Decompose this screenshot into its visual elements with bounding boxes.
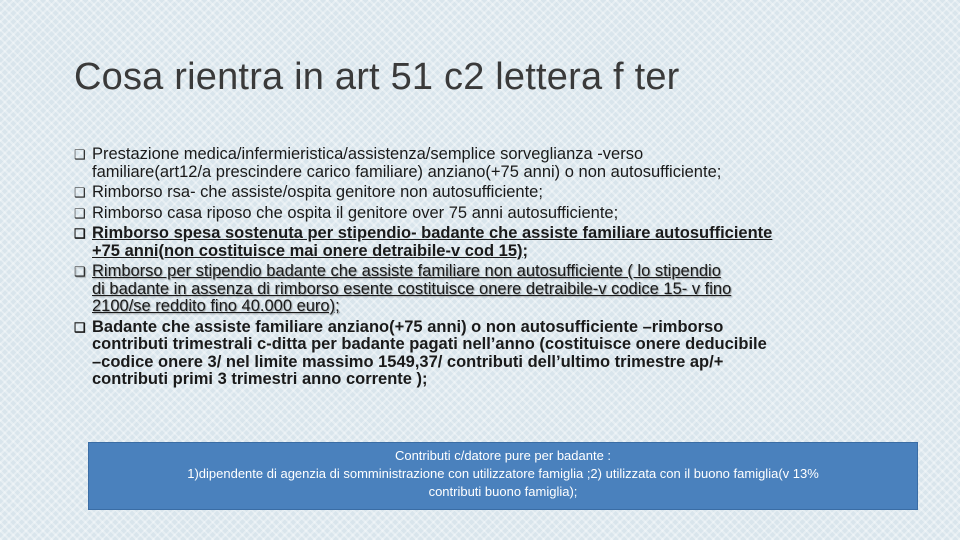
bullet-item-1 — [74, 146, 894, 181]
checkbox-bullet-icon: ❑ — [74, 319, 86, 335]
checkbox-bullet-icon: ❑ — [74, 226, 86, 241]
bullet-4-line-2: +75 anni(non costituisce mai onere detraibile-v cod 15); — [92, 241, 528, 260]
bullet-item-5 — [74, 263, 894, 316]
bullet-6-line-1: Badante che assiste familiare anziano(+75 anni) o non autosufficiente –rimborso — [92, 317, 724, 336]
bullet-item-6 — [74, 319, 894, 389]
bullet-5-line-2: di badante in assenza di rimborso esente costituisce onere detraibile-v codice 15- v fino — [92, 279, 732, 298]
bullet-5-line-3: 2100/se reddito fino 40.000 euro); — [92, 297, 340, 315]
bullet-3-line-1: Rimborso casa riposo che ospita il genitore over 75 anni autosufficiente; — [92, 203, 619, 222]
bullet-5-line-1: Rimborso per stipendio badante che assiste familiare non autosufficiente ( lo stipendio — [92, 262, 721, 280]
checkbox-bullet-icon: ❑ — [74, 205, 86, 221]
note-line-3: contributi buono famiglia); — [428, 484, 578, 499]
bullet-4-line-1: Rimborso spesa sostenuta per stipendio- badante che assiste familiare autosufficiente — [92, 224, 773, 242]
bullet-list — [74, 146, 894, 392]
checkbox-bullet-icon: ❑ — [74, 185, 86, 200]
slide-title: Cosa rientra in art 51 c2 lettera f ter — [74, 56, 680, 98]
bullet-item-4 — [74, 225, 894, 260]
bullet-6-line-4: contributi primi 3 trimestri anno corrente ); — [92, 370, 428, 388]
bullet-6-line-3: –codice onere 3/ nel limite massimo 1549,37/ contributi dell’ultimo trimestre ap/+ — [92, 352, 724, 371]
note-line-2: 1)dipendente di agenzia di somministrazione con utilizzatore famiglia ;2) utilizzata con il buono famiglia(v 13% — [187, 466, 819, 481]
note-box — [88, 442, 918, 510]
bullet-1-line-1: Prestazione medica/infermieristica/assistenza/semplice sorveglianza -verso — [92, 145, 644, 163]
checkbox-bullet-icon: ❑ — [74, 147, 86, 162]
checkbox-bullet-icon: ❑ — [74, 264, 86, 279]
bullet-2-line-1: Rimborso rsa- che assiste/ospita genitore non autosufficiente; — [92, 183, 543, 201]
bullet-1-line-2: familiare(art12/a prescindere carico familiare) anziano(+75 anni) o non autosufficiente; — [92, 162, 722, 181]
note-line-1: Contributi c/datore pure per badante : — [394, 448, 612, 463]
bullet-item-2 — [74, 184, 894, 202]
bullet-6-line-2: contributi trimestrali c-ditta per badante pagati nell’anno (costituisce onere deducibile — [92, 335, 767, 353]
bullet-item-3 — [74, 205, 894, 223]
